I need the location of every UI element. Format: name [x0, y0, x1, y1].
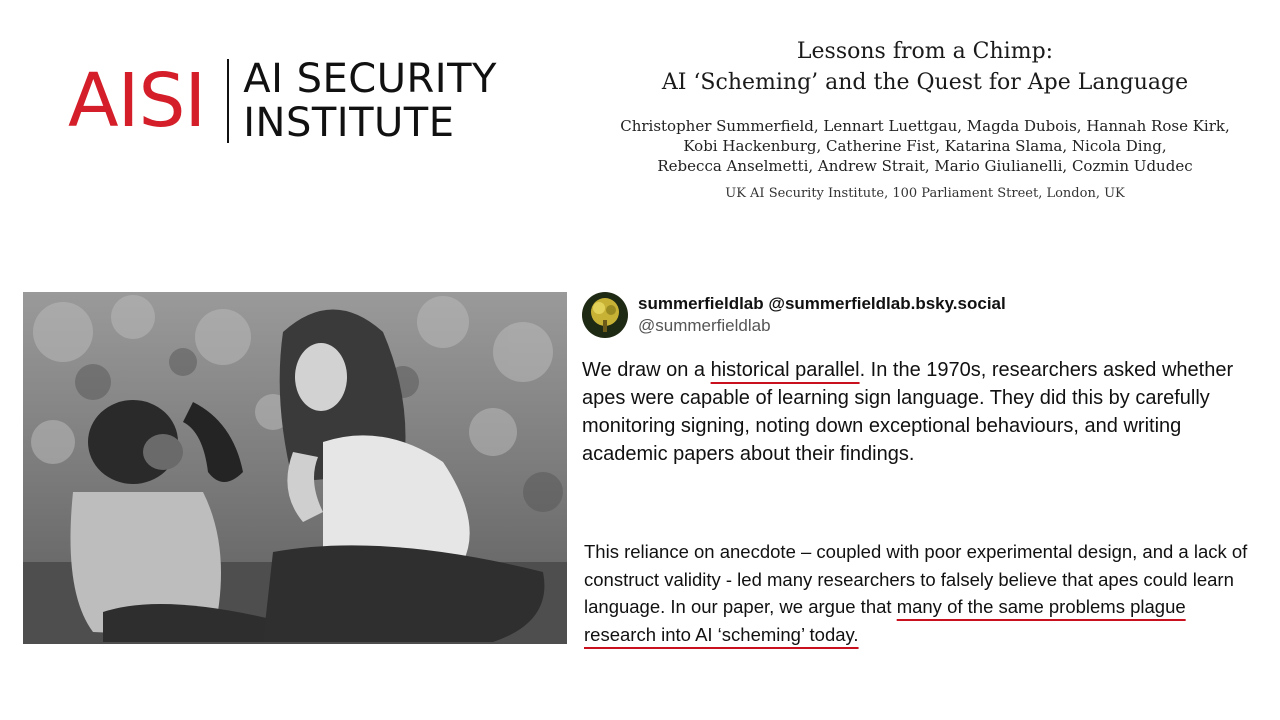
social-post [582, 292, 1252, 645]
avatar-image [582, 292, 628, 338]
paper-authors-line3: Rebecca Anselmetti, Andrew Strait, Mario Giulianelli, Cozmin Ududec [657, 157, 1193, 175]
paper-affiliation: UK AI Security Institute, 100 Parliament Street, London, UK [725, 186, 1125, 201]
aisi-logo [68, 56, 497, 146]
paper-authors-line1: Christopher Summerfield, Lennart Luettgau, Magda Dubois, Hannah Rose Kirk, [620, 117, 1230, 135]
logo-text-line2: INSTITUTE [243, 100, 455, 146]
post-p2-before: This reliance on anecdote – coupled with poor experimental design, and a lack of construct validity - led many researchers to falsely believe that apes could learn language. In our paper, we argue that [584, 541, 1248, 617]
post-user [638, 293, 1006, 337]
post-handle[interactable]: @summerfieldlab [638, 316, 771, 335]
paper-title-line2: AI ‘Scheming’ and the Quest for Ape Language [661, 70, 1189, 95]
paper-authors-line2: Kobi Hackenburg, Catherine Fist, Katarina Slama, Nicola Ding, [683, 137, 1167, 155]
post-paragraph-1 [582, 356, 1247, 468]
post-header [582, 292, 1252, 338]
chimp-and-researcher-photo [23, 292, 567, 644]
post-display-name[interactable]: summerfieldlab @summerfieldlab.bsky.social [638, 294, 1006, 313]
paper-title [600, 36, 1250, 98]
avatar-icon[interactable] [582, 292, 628, 338]
logo-divider [227, 59, 229, 143]
post-p1-after: . In the 1970s, researchers asked whether apes were capable of learning sign language. They did this by carefully monitoring signing, noting down exceptional behaviours, and writing academic papers about their findings. [582, 359, 1234, 465]
photo-illustration [23, 292, 567, 644]
paper-authors [600, 116, 1250, 176]
paper-title-line1: Lessons from a Chimp: [796, 39, 1054, 64]
post-p2-highlight: many of the same problems plague research into AI ‘scheming’ today. [584, 596, 1186, 645]
post-p1-before: We draw on a [582, 359, 711, 381]
post-p1-highlight: historical parallel [710, 359, 860, 381]
logo-text [243, 57, 497, 145]
logo-mark: AISI [68, 58, 206, 144]
logo-text-line1: AI SECURITY [243, 56, 497, 102]
post-paragraph-2 [584, 538, 1249, 648]
paper-header [600, 36, 1250, 201]
